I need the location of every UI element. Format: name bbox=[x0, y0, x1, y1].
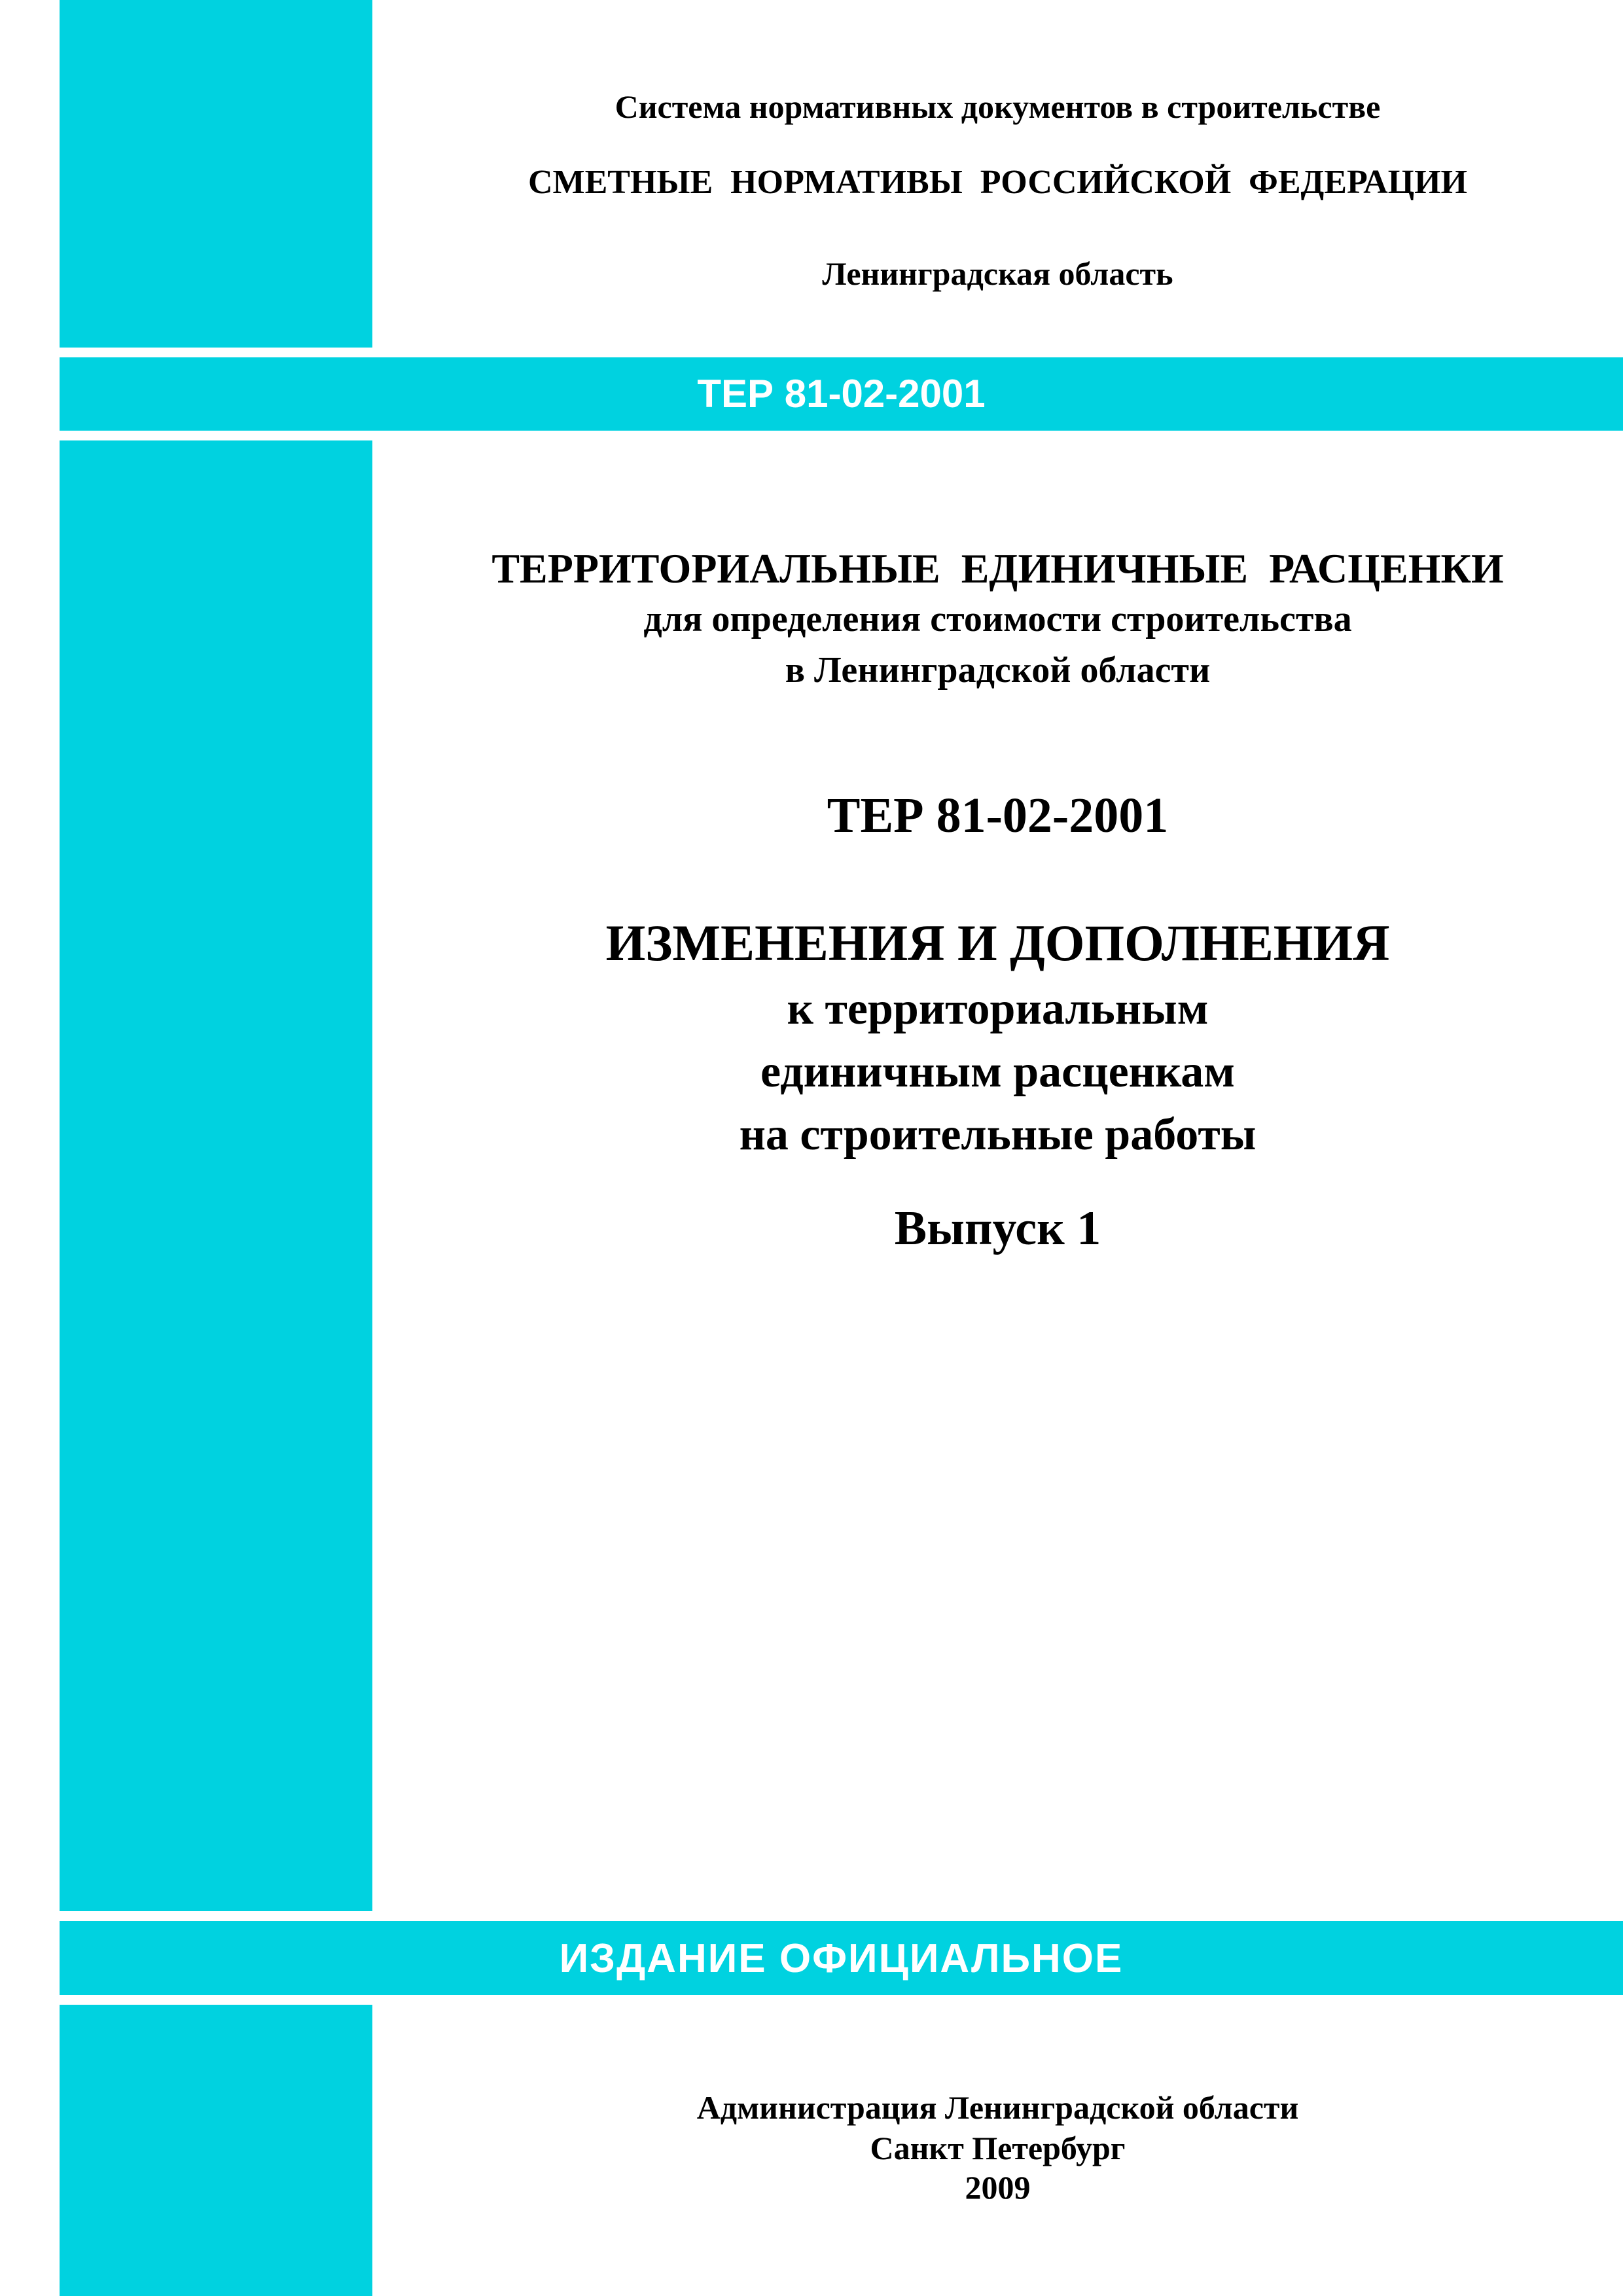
document-subtitle-line-2: в Ленинградской области bbox=[785, 650, 1211, 691]
official-edition-label: ИЗДАНИЕ ОФИЦИАЛЬНОЕ bbox=[559, 1936, 1124, 1981]
band-doc-code: ТЕР 81-02-2001 bbox=[697, 372, 986, 416]
issue-number: Выпуск 1 bbox=[894, 1202, 1101, 1255]
region-title: Ленинградская область bbox=[822, 255, 1173, 292]
publisher: Администрация Ленинградской области bbox=[696, 2089, 1299, 2126]
federation-title: СМЕТНЫЕ НОРМАТИВЫ РОССИЙСКОЙ ФЕДЕРАЦИИ bbox=[527, 164, 1467, 201]
publication-year: 2009 bbox=[965, 2169, 1031, 2206]
left-accent-strip-bottom bbox=[60, 2005, 372, 2296]
series-title: Система нормативных документов в строительстве bbox=[615, 88, 1381, 125]
top-code-band bbox=[60, 357, 1623, 431]
document-subtitle-line-1: для определения стоимости строительства bbox=[643, 599, 1352, 639]
left-accent-strip-top bbox=[60, 0, 372, 348]
changes-line-3: на строительные работы bbox=[739, 1109, 1257, 1160]
changes-line-1: к территориальным bbox=[787, 984, 1209, 1034]
changes-heading: ИЗМЕНЕНИЯ И ДОПОЛНЕНИЯ bbox=[605, 914, 1390, 971]
document-title: ТЕРРИТОРИАЛЬНЫЕ ЕДИНИЧНЫЕ РАСЦЕНКИ bbox=[491, 545, 1504, 592]
document-code: ТЕР 81-02-2001 bbox=[827, 788, 1169, 843]
official-edition-band bbox=[60, 1921, 1623, 1995]
publication-city: Санкт Петербург bbox=[870, 2130, 1126, 2166]
changes-line-2: единичным расценкам bbox=[760, 1047, 1235, 1097]
left-accent-strip-middle bbox=[60, 440, 372, 1911]
